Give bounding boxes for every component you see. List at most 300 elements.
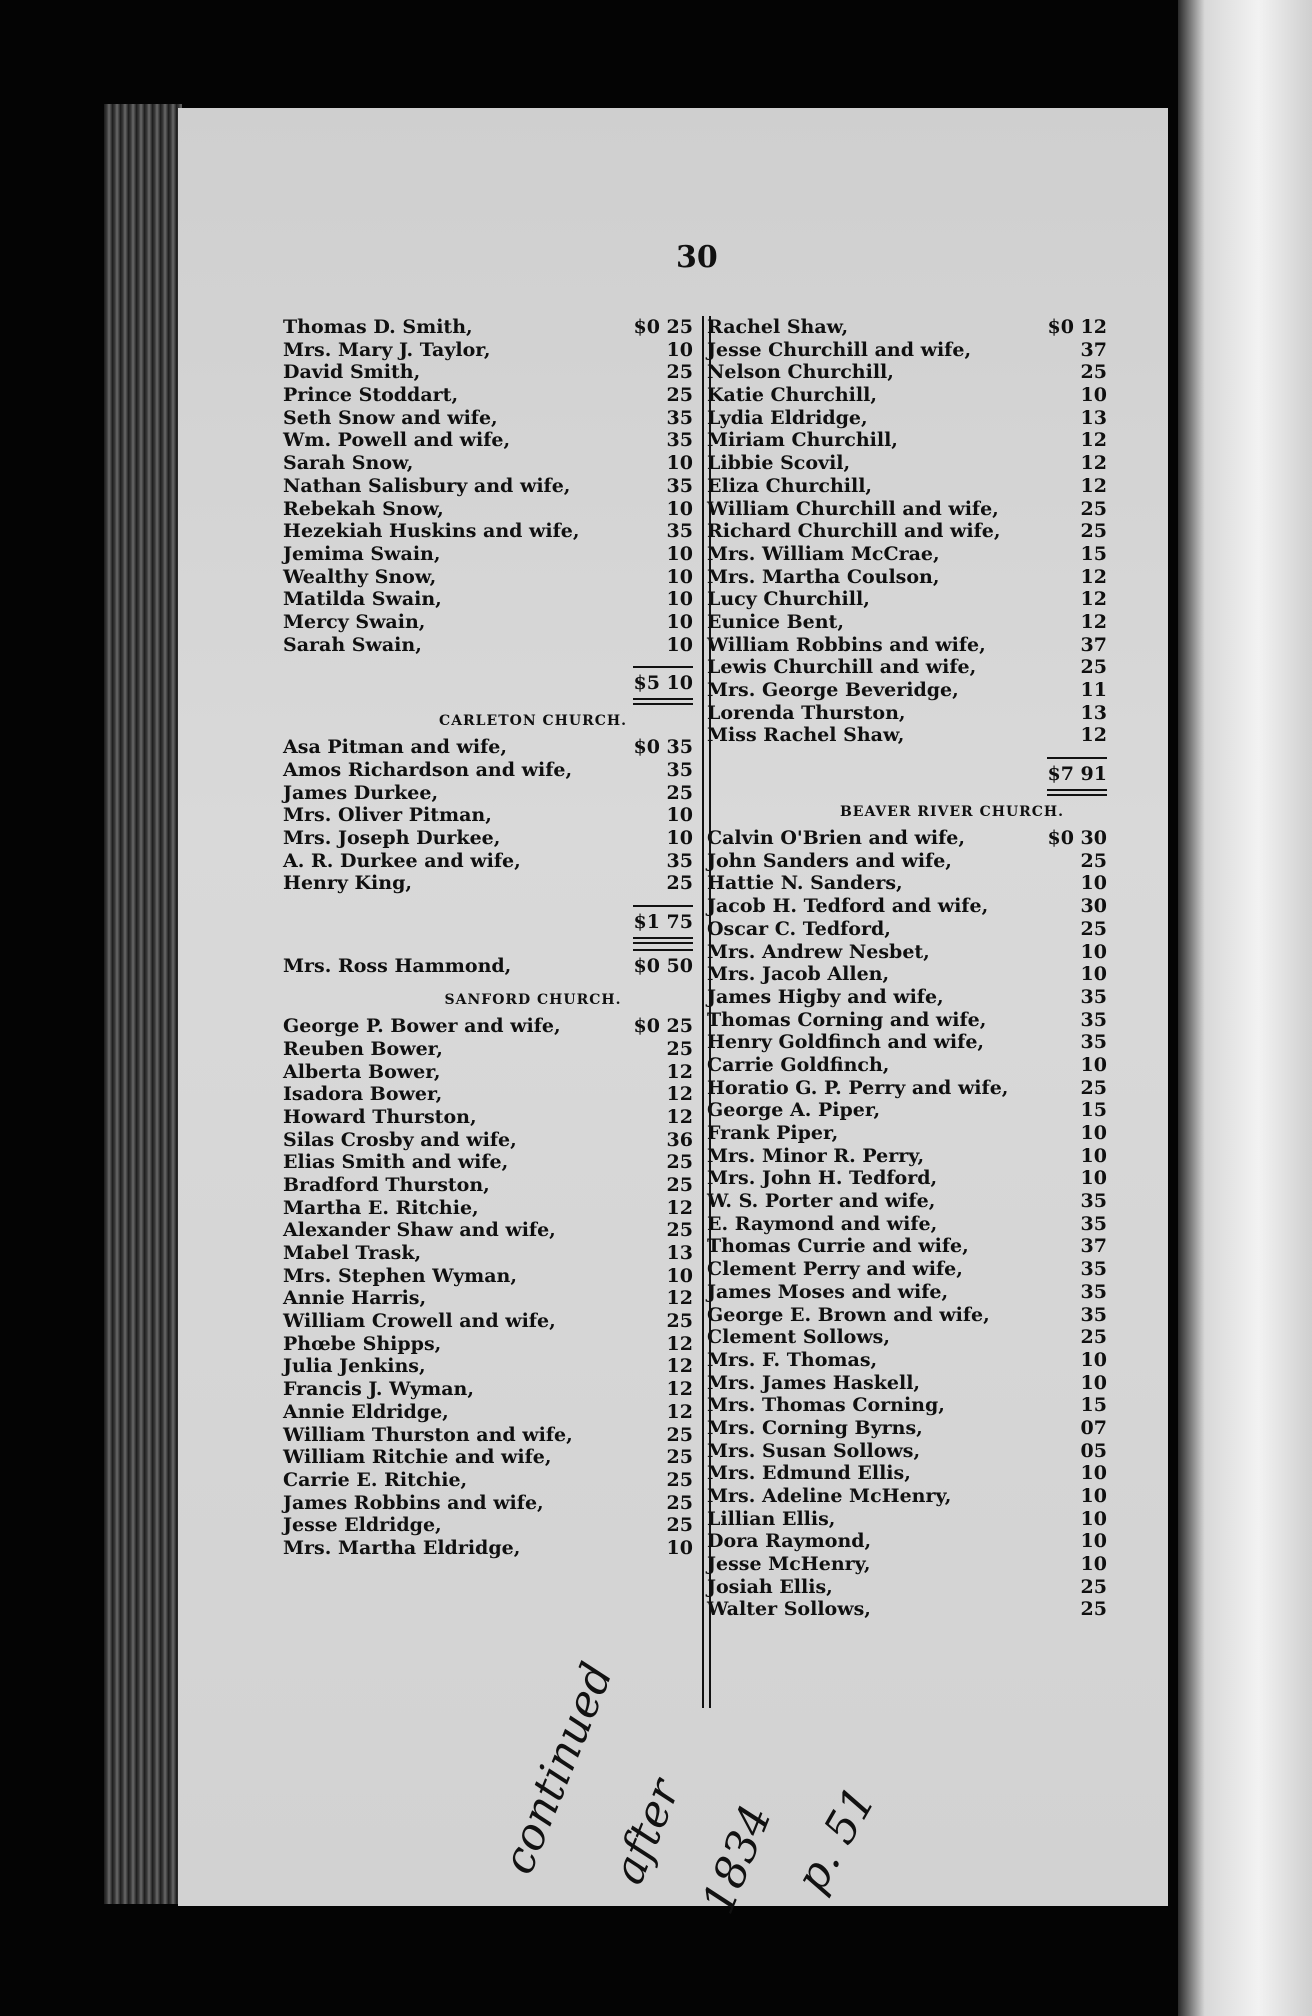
single-entry-row bbox=[283, 949, 693, 979]
ledger-row bbox=[707, 1553, 1107, 1576]
ledger-row bbox=[283, 611, 693, 634]
ledger-row bbox=[707, 475, 1107, 498]
donation-amount: 12 bbox=[1080, 610, 1107, 633]
ledger-row bbox=[283, 827, 693, 850]
church-heading-text: SANFORD CHURCH. bbox=[444, 992, 622, 1009]
handwritten-annotation bbox=[492, 1655, 1000, 1921]
donation-amount: 10 bbox=[666, 804, 693, 827]
donation-amount: 10 bbox=[1080, 1348, 1107, 1371]
right-ledger-column bbox=[707, 316, 1107, 1621]
donation-amount: 35 bbox=[666, 406, 693, 429]
donation-amount: 25 bbox=[1080, 361, 1107, 384]
donor-name: Mabel Trask, bbox=[283, 1242, 422, 1264]
donation-amount: 10 bbox=[1080, 1053, 1107, 1076]
ledger-row bbox=[707, 316, 1107, 339]
ledger-row bbox=[707, 634, 1107, 657]
donor-name: Katie Churchill, bbox=[707, 384, 877, 407]
donor-name: Calvin O'Brien and wife, bbox=[707, 827, 965, 850]
donation-amount: 10 bbox=[1080, 1462, 1107, 1485]
donation-amount: 13 bbox=[1080, 406, 1107, 429]
donor-name: Reuben Bower, bbox=[283, 1037, 443, 1060]
ledger-row bbox=[283, 1287, 693, 1310]
ledger-row bbox=[707, 566, 1107, 589]
donation-amount: 25 bbox=[666, 1173, 693, 1196]
donor-name: Oscar C. Tedford, bbox=[707, 917, 891, 940]
donation-amount: 25 bbox=[666, 384, 693, 407]
donation-amount: 36 bbox=[666, 1128, 693, 1151]
donation-amount: 10 bbox=[1080, 1167, 1107, 1190]
donor-name: Martha E. Ritchie, bbox=[283, 1196, 479, 1219]
donor-name: Wm. Powell and wife, bbox=[283, 429, 511, 452]
donation-amount: 37 bbox=[1080, 1235, 1107, 1258]
ledger-row bbox=[283, 1015, 693, 1038]
donor-name: William Ritchie and wife, bbox=[283, 1446, 552, 1469]
donor-name: Mrs. Adeline McHenry, bbox=[707, 1485, 952, 1507]
ledger-row bbox=[707, 384, 1107, 407]
ledger-row bbox=[283, 1083, 693, 1106]
ledger-row bbox=[707, 963, 1107, 986]
ledger-row bbox=[283, 1061, 693, 1084]
ledger-row bbox=[707, 1281, 1107, 1304]
donation-amount: 35 bbox=[666, 474, 693, 497]
ledger-row bbox=[707, 407, 1107, 430]
donor-name: James Moses and wife, bbox=[707, 1280, 949, 1303]
donor-name: Mrs. William McCrae, bbox=[707, 542, 940, 565]
donor-name: Francis J. Wyman, bbox=[283, 1378, 474, 1401]
donation-amount: $0 25 bbox=[633, 1015, 693, 1038]
donor-name: Mrs. Joseph Durkee, bbox=[283, 827, 501, 850]
donation-amount: 35 bbox=[666, 429, 693, 452]
ledger-row bbox=[283, 316, 693, 339]
ledger-row bbox=[707, 339, 1107, 362]
donor-name: Carrie Goldfinch, bbox=[707, 1053, 890, 1076]
donor-name: Dora Raymond, bbox=[707, 1530, 872, 1553]
ledger-row bbox=[283, 1424, 693, 1447]
donation-amount: 10 bbox=[666, 588, 693, 611]
donation-amount: $0 50 bbox=[633, 955, 693, 978]
donation-amount: 35 bbox=[1080, 1008, 1107, 1031]
donation-amount: 35 bbox=[1080, 1258, 1107, 1281]
donation-amount: 25 bbox=[1080, 849, 1107, 872]
ledger-row bbox=[707, 1326, 1107, 1349]
ledger-row bbox=[707, 918, 1107, 941]
donor-name: James Robbins and wife, bbox=[283, 1491, 544, 1514]
donor-name: William Thurston and wife, bbox=[283, 1423, 573, 1446]
donation-amount: 25 bbox=[1080, 497, 1107, 520]
donor-name: Horatio G. P. Perry and wife, bbox=[707, 1076, 1009, 1099]
ledger-row bbox=[707, 827, 1107, 850]
donation-amount: 25 bbox=[666, 1219, 693, 1242]
ledger-row bbox=[283, 1514, 693, 1537]
donor-name: William Robbins and wife, bbox=[707, 633, 986, 656]
donation-amount: 10 bbox=[666, 1536, 693, 1559]
ledger-row bbox=[707, 986, 1107, 1009]
donor-name: Mrs. Martha Coulson, bbox=[707, 565, 940, 588]
donation-amount: 25 bbox=[1080, 917, 1107, 940]
donor-name: Miss Rachel Shaw, bbox=[707, 724, 905, 747]
donation-amount: 15 bbox=[1080, 1099, 1107, 1122]
donation-amount: 10 bbox=[666, 452, 693, 475]
ledger-row bbox=[283, 634, 693, 657]
donor-name: Mrs. Thomas Corning, bbox=[707, 1394, 945, 1417]
church-section-heading bbox=[283, 710, 693, 736]
donation-amount: 25 bbox=[1080, 1598, 1107, 1621]
donation-amount: 10 bbox=[1080, 1553, 1107, 1576]
ledger-row bbox=[707, 1099, 1107, 1122]
book-page-edges bbox=[104, 104, 182, 1904]
donor-name: Howard Thurston, bbox=[283, 1105, 477, 1128]
ledger-row bbox=[283, 804, 693, 827]
ledger-row bbox=[707, 452, 1107, 475]
donation-amount: 12 bbox=[1080, 452, 1107, 475]
handwritten-word: p. 51 bbox=[785, 1778, 887, 1901]
donation-amount: 10 bbox=[1080, 872, 1107, 895]
donation-amount: 25 bbox=[666, 781, 693, 804]
ledger-row bbox=[283, 736, 693, 759]
donation-amount: 35 bbox=[1080, 1031, 1107, 1054]
subtotal-row bbox=[707, 757, 1107, 791]
ledger-row bbox=[283, 588, 693, 611]
donation-amount: 25 bbox=[666, 1468, 693, 1491]
donation-amount: 13 bbox=[1080, 701, 1107, 724]
ledger-row bbox=[707, 1077, 1107, 1100]
ledger-row bbox=[283, 339, 693, 362]
donor-name: Mrs. Martha Eldridge, bbox=[283, 1536, 521, 1559]
donation-amount: 10 bbox=[666, 1264, 693, 1287]
ledger-row bbox=[707, 895, 1107, 918]
ledger-row bbox=[283, 850, 693, 873]
church-heading-text: BEAVER RIVER CHURCH. bbox=[839, 804, 1065, 821]
donation-amount: 10 bbox=[1080, 1144, 1107, 1167]
donation-amount: 25 bbox=[666, 1423, 693, 1446]
donation-amount: $0 12 bbox=[1047, 316, 1107, 338]
ledger-row bbox=[707, 520, 1107, 543]
donation-amount: 25 bbox=[666, 1037, 693, 1060]
ledger-row bbox=[283, 1242, 693, 1265]
ledger-row bbox=[283, 1129, 693, 1152]
donor-name: A. R. Durkee and wife, bbox=[283, 849, 521, 872]
ledger-row bbox=[707, 498, 1107, 521]
donation-amount: 13 bbox=[666, 1242, 693, 1264]
donor-name: George A. Piper, bbox=[707, 1099, 881, 1122]
ledger-row bbox=[283, 1106, 693, 1129]
subtotal-rule bbox=[633, 905, 693, 907]
donation-amount: 25 bbox=[666, 872, 693, 895]
ledger-row bbox=[283, 566, 693, 589]
donor-name: Nathan Salisbury and wife, bbox=[283, 474, 571, 497]
ledger-row bbox=[707, 611, 1107, 634]
donor-name: James Higby and wife, bbox=[707, 985, 944, 1008]
donor-name: Annie Eldridge, bbox=[283, 1400, 449, 1423]
donor-name: Jesse McHenry, bbox=[707, 1553, 871, 1576]
donor-name: Sarah Swain, bbox=[283, 633, 422, 656]
donor-name: Lydia Eldridge, bbox=[707, 406, 868, 429]
donation-amount: $0 35 bbox=[633, 736, 693, 759]
donor-name: Mercy Swain, bbox=[283, 610, 426, 633]
ledger-row bbox=[283, 1469, 693, 1492]
ledger-row bbox=[707, 1031, 1107, 1054]
ledger-row bbox=[283, 1492, 693, 1515]
donor-name: Bradford Thurston, bbox=[283, 1173, 490, 1196]
church-heading-text: CARLETON CHURCH. bbox=[439, 713, 627, 730]
ledger-row bbox=[707, 1258, 1107, 1281]
ledger-row bbox=[707, 724, 1107, 747]
ledger-row bbox=[707, 1122, 1107, 1145]
donation-amount: 10 bbox=[666, 565, 693, 588]
donation-amount: 10 bbox=[666, 827, 693, 850]
handwritten-word: continued bbox=[492, 1655, 624, 1881]
ledger-row bbox=[283, 498, 693, 521]
handwritten-word: after bbox=[602, 1772, 691, 1891]
ledger-row bbox=[283, 429, 693, 452]
donor-name: Lorenda Thurston, bbox=[707, 701, 906, 724]
donation-amount: 12 bbox=[666, 1196, 693, 1219]
donation-amount: 12 bbox=[1080, 429, 1107, 452]
donor-name: Mrs. Mary J. Taylor, bbox=[283, 338, 491, 361]
donor-name: John Sanders and wife, bbox=[707, 849, 952, 872]
donation-amount: 05 bbox=[1080, 1439, 1107, 1462]
subtotal-double-rule bbox=[633, 698, 693, 705]
donation-amount: 15 bbox=[1080, 1394, 1107, 1417]
donation-amount: 25 bbox=[666, 1491, 693, 1514]
donor-name: Lillian Ellis, bbox=[707, 1507, 836, 1530]
donation-amount: 12 bbox=[666, 1083, 693, 1106]
donation-amount: 25 bbox=[1080, 1575, 1107, 1598]
donor-name: Mrs. Oliver Pitman, bbox=[283, 804, 492, 827]
donation-amount: 35 bbox=[1080, 1280, 1107, 1303]
ledger-row bbox=[283, 1537, 693, 1560]
donation-amount: 12 bbox=[1080, 565, 1107, 588]
donation-amount: 12 bbox=[1080, 724, 1107, 747]
donation-amount: 12 bbox=[1080, 474, 1107, 497]
ledger-row bbox=[707, 1167, 1107, 1190]
donor-name: Mrs. Stephen Wyman, bbox=[283, 1264, 517, 1287]
ledger-row bbox=[283, 1219, 693, 1242]
donation-amount: 10 bbox=[666, 338, 693, 361]
ledger-row bbox=[283, 543, 693, 566]
ledger-row bbox=[707, 361, 1107, 384]
donation-amount: 10 bbox=[1080, 1507, 1107, 1530]
ledger-row bbox=[707, 1145, 1107, 1168]
donor-name: Clement Sollows, bbox=[707, 1326, 890, 1349]
ledger-row bbox=[707, 1304, 1107, 1327]
ledger-row bbox=[707, 1462, 1107, 1485]
donor-name: Nelson Churchill, bbox=[707, 361, 894, 384]
donation-amount: 10 bbox=[666, 633, 693, 656]
ledger-row bbox=[707, 1598, 1107, 1621]
donor-name: Silas Crosby and wife, bbox=[283, 1128, 517, 1151]
donor-name: Lewis Churchill and wife, bbox=[707, 656, 977, 679]
donation-amount: 12 bbox=[666, 1060, 693, 1083]
donor-name: Elias Smith and wife, bbox=[283, 1151, 509, 1174]
donation-amount: 37 bbox=[1080, 633, 1107, 656]
ledger-row bbox=[283, 384, 693, 407]
donation-amount: $0 30 bbox=[1047, 827, 1107, 850]
donor-name: Matilda Swain, bbox=[283, 588, 442, 611]
subtotal-double-rule bbox=[633, 937, 693, 944]
donation-amount: 12 bbox=[666, 1355, 693, 1378]
donor-name: Hezekiah Huskins and wife, bbox=[283, 520, 580, 543]
ledger-row bbox=[283, 872, 693, 895]
donor-name: Thomas Currie and wife, bbox=[707, 1235, 969, 1258]
ledger-row bbox=[707, 941, 1107, 964]
donor-name: James Durkee, bbox=[283, 781, 439, 804]
donor-name: Rebekah Snow, bbox=[283, 497, 444, 520]
donor-name: William Churchill and wife, bbox=[707, 497, 999, 520]
ledger-row bbox=[283, 1333, 693, 1356]
entry-rule bbox=[633, 949, 693, 951]
donor-name: Miriam Churchill, bbox=[707, 429, 898, 452]
donor-name: Mrs. Corning Byrns, bbox=[707, 1416, 923, 1439]
donation-amount: 10 bbox=[666, 497, 693, 520]
donor-name: Eunice Bent, bbox=[707, 610, 844, 633]
ledger-row bbox=[707, 1485, 1107, 1508]
donor-name: Eliza Churchill, bbox=[707, 474, 873, 497]
donor-name: Jemima Swain, bbox=[283, 542, 441, 565]
ledger-row bbox=[707, 702, 1107, 725]
ledger-row bbox=[283, 1310, 693, 1333]
page-number: 30 bbox=[676, 240, 718, 275]
donation-amount: 25 bbox=[666, 361, 693, 384]
donor-name: Rachel Shaw, bbox=[707, 316, 849, 338]
donor-name: Mrs. Andrew Nesbet, bbox=[707, 940, 930, 963]
ledger-row bbox=[283, 1197, 693, 1220]
donor-name: Mrs. Minor R. Perry, bbox=[707, 1144, 925, 1167]
donation-amount: 25 bbox=[666, 1151, 693, 1174]
ledger-row bbox=[707, 1576, 1107, 1599]
donation-amount: 15 bbox=[1080, 542, 1107, 565]
donor-name: Phœbe Shipps, bbox=[283, 1332, 442, 1355]
donor-name: Mrs. George Beveridge, bbox=[707, 679, 959, 701]
ledger-row bbox=[283, 407, 693, 430]
donor-name: Alberta Bower, bbox=[283, 1060, 441, 1083]
ledger-row bbox=[283, 1151, 693, 1174]
ledger-row bbox=[283, 782, 693, 805]
donation-amount: 37 bbox=[1080, 338, 1107, 361]
donor-name: Carrie E. Ritchie, bbox=[283, 1468, 468, 1491]
ledger-row bbox=[707, 1213, 1107, 1236]
donation-amount: 10 bbox=[666, 610, 693, 633]
donor-name: Frank Piper, bbox=[707, 1122, 839, 1144]
donor-name: Libbie Scovil, bbox=[707, 452, 851, 475]
donation-amount: 35 bbox=[1080, 985, 1107, 1008]
donation-amount: 25 bbox=[1080, 656, 1107, 679]
donation-amount: 12 bbox=[666, 1105, 693, 1128]
donor-name: Walter Sollows, bbox=[707, 1598, 871, 1621]
left-ledger-column bbox=[283, 316, 693, 1560]
donation-amount: 10 bbox=[1080, 1371, 1107, 1394]
donor-name: Clement Perry and wife, bbox=[707, 1258, 963, 1281]
donation-amount: 10 bbox=[1080, 940, 1107, 963]
ledger-row bbox=[283, 1401, 693, 1424]
ledger-row bbox=[707, 1009, 1107, 1032]
donation-amount: 10 bbox=[1080, 1485, 1107, 1507]
donation-amount: 25 bbox=[666, 1514, 693, 1537]
donation-amount: 25 bbox=[1080, 520, 1107, 543]
donation-amount: 25 bbox=[666, 1310, 693, 1333]
donor-name: David Smith, bbox=[283, 361, 421, 384]
donor-name: Thomas D. Smith, bbox=[283, 316, 473, 338]
ledger-row bbox=[707, 1372, 1107, 1395]
ledger-row bbox=[283, 520, 693, 543]
donor-name: Lucy Churchill, bbox=[707, 588, 870, 611]
ledger-row bbox=[283, 361, 693, 384]
donor-name: Sarah Snow, bbox=[283, 452, 414, 475]
subtotal-double-rule bbox=[1047, 789, 1107, 796]
ledger-row bbox=[283, 759, 693, 782]
donation-amount: 12 bbox=[666, 1378, 693, 1401]
donor-name: Mrs. F. Thomas, bbox=[707, 1348, 878, 1371]
ledger-row bbox=[283, 1446, 693, 1469]
donor-name: Jacob H. Tedford and wife, bbox=[707, 895, 989, 918]
donor-name: Henry Goldfinch and wife, bbox=[707, 1031, 985, 1054]
church-section-heading bbox=[707, 801, 1107, 827]
donor-name: Richard Churchill and wife, bbox=[707, 520, 1001, 543]
donor-name: Isadora Bower, bbox=[283, 1083, 443, 1106]
church-section-heading bbox=[283, 989, 693, 1015]
donor-name: Alexander Shaw and wife, bbox=[283, 1219, 556, 1242]
subtotal-row bbox=[283, 905, 693, 939]
ledger-row bbox=[707, 679, 1107, 702]
ledger-row bbox=[283, 1355, 693, 1378]
donation-amount: 10 bbox=[1080, 963, 1107, 986]
donation-amount: 30 bbox=[1080, 895, 1107, 918]
ledger-row bbox=[707, 656, 1107, 679]
subtotal-row bbox=[283, 666, 693, 700]
adjacent-page-strip bbox=[1178, 0, 1312, 2016]
donor-name: Mrs. James Haskell, bbox=[707, 1371, 921, 1394]
donor-name: Mrs. Edmund Ellis, bbox=[707, 1462, 911, 1485]
ledger-row bbox=[283, 452, 693, 475]
ledger-row bbox=[707, 1417, 1107, 1440]
donor-name: Josiah Ellis, bbox=[707, 1575, 833, 1598]
ledger-row bbox=[283, 1378, 693, 1401]
donation-amount: 12 bbox=[666, 1332, 693, 1355]
donation-amount: 35 bbox=[666, 849, 693, 872]
ledger-row bbox=[283, 475, 693, 498]
donation-amount: 11 bbox=[1080, 679, 1107, 701]
donation-amount: 35 bbox=[1080, 1212, 1107, 1235]
donation-amount: 10 bbox=[1080, 1530, 1107, 1553]
donor-name: Mrs. Susan Sollows, bbox=[707, 1439, 921, 1462]
donor-name: George E. Brown and wife, bbox=[707, 1303, 990, 1326]
donation-amount: $0 25 bbox=[633, 316, 693, 338]
ledger-row bbox=[707, 543, 1107, 566]
ledger-row bbox=[707, 1394, 1107, 1417]
donor-name: Mrs. Jacob Allen, bbox=[707, 963, 890, 986]
donor-name: Mrs. John H. Tedford, bbox=[707, 1167, 938, 1190]
subtotal-rule bbox=[633, 666, 693, 668]
donation-amount: 35 bbox=[666, 759, 693, 781]
donor-name: George P. Bower and wife, bbox=[283, 1015, 561, 1038]
ledger-row bbox=[707, 850, 1107, 873]
donor-name: Jesse Churchill and wife, bbox=[707, 338, 972, 361]
ledger-row bbox=[707, 1530, 1107, 1553]
donation-amount: 35 bbox=[1080, 1190, 1107, 1213]
subtotal-amount: $1 75 bbox=[633, 911, 693, 934]
ledger-row bbox=[707, 872, 1107, 895]
donation-amount: 25 bbox=[1080, 1326, 1107, 1349]
donation-amount: 35 bbox=[666, 520, 693, 543]
handwritten-word: 1834 bbox=[692, 1798, 782, 1921]
donor-name: Jesse Eldridge, bbox=[283, 1514, 442, 1537]
donor-name: Seth Snow and wife, bbox=[283, 406, 498, 429]
donation-amount: 12 bbox=[1080, 588, 1107, 611]
ledger-row bbox=[283, 1038, 693, 1061]
subtotal-rule bbox=[1047, 757, 1107, 759]
donor-name: Thomas Corning and wife, bbox=[707, 1008, 987, 1031]
ledger-row bbox=[707, 1508, 1107, 1531]
